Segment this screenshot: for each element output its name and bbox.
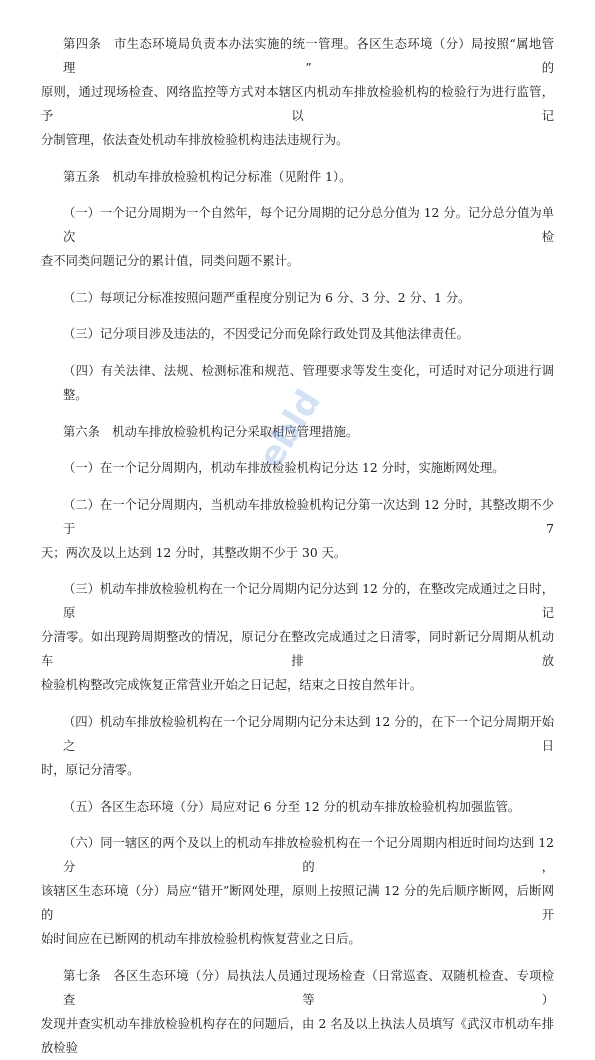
paragraph [63,795,554,819]
text-line: 时，原记分清零。 [41,762,140,777]
text-line: 检验机构整改完成恢复正常营业开始之日记起，结束之日按自然年计。 [41,678,423,693]
text-line: 第五条 机动车排放检验机构记分标准（见附件 1）。 [63,169,352,184]
text-line: 分清零。如出现跨周期整改的情况，原记分在整改完成通过之日清零，同时新记分周期从机动车排放 [41,630,554,669]
text-line: （三）记分项目涉及违法的，不因受记分而免除行政处罚及其他法律责任。 [63,327,469,342]
text-line: 原则，通过现场检查、网络监控等方式对本辖区内机动车排放检验机构的检验行为进行监管，予以记 [41,85,554,123]
paragraph [63,322,554,346]
text-line: 第六条 机动车排放检验机构记分采取相应管理措施。 [63,424,359,439]
paragraph [41,964,554,1060]
text-line: 分制管理，依法查处机动车排放检验机构违法违规行为。 [41,133,349,147]
paragraph [41,493,554,565]
paragraph [63,165,554,189]
text-line: 第七条 各区生态环境（分）局执法人员通过现场检查（日常巡查、双随机检查、专项检查等） [63,968,554,1007]
paragraph [41,710,554,782]
text-line: （一）在一个记分周期内，机动车排放检验机构记分达 12 分时，实施断网处理。 [63,461,505,476]
text-line: 该辖区生态环境（分）局应“错开”断网处理，原则上按照记满 12 分的先后顺序断网，后断网的开 [41,884,554,923]
text-line: 始时间应在已断网的机动车排放检验机构恢复营业之日后。 [41,932,361,947]
text-line: （五）各区生态环境（分）局应对记 6 分至 12 分的机动车排放检验机构加强监管。 [63,799,521,814]
paragraph [41,831,554,951]
text-line: （六）同一辖区的两个及以上的机动车排放检验机构在一个记分周期内相近时间均达到 12 分的， [63,836,554,875]
paragraph [63,456,554,480]
paragraph [63,359,554,407]
text-line: （四）有关法律、法规、检测标准和规范、管理要求等发生变化，可适时对记分项进行调整。 [63,363,554,402]
text-line: （一）一个记分周期为一个自然年，每个记分周期的记分总分值为 12 分。记分总分值为单次检 [63,206,554,245]
text-line: （二）在一个记分周期内，当机动车排放检验机构记分第一次达到 12 分时，其整改期不少于 7 [63,497,554,536]
text-line: 查不同类问题记分的累计值，同类问题不累计。 [41,254,300,269]
paragraph [63,286,554,310]
paragraph [41,32,554,152]
paragraph [63,420,554,444]
text-line: （三）机动车排放检验机构在一个记分周期内记分达到 12 分的，在整改完成通过之日时，原记 [63,582,554,621]
text-line: 第四条 市生态环境局负责本办法实施的统一管理。各区生态环境（分）局按照“属地管理”的 [63,37,554,75]
text-line: （二）每项记分标准按照问题严重程度分别记为 6 分、3 分、2 分、1 分。 [63,290,471,305]
text-line: 发现并查实机动车排放检验机构存在的问题后，由 2 名及以上执法人员填写《武汉市机动车排放检验 [41,1016,554,1055]
svg-text:ebld: ebld [250,382,329,475]
text-line: （四）机动车排放检验机构在一个记分周期内记分未达到 12 分的，在下一个记分周期开始之日 [63,714,554,753]
paragraph [41,577,554,697]
paragraph [41,201,554,273]
text-line: 天；两次及以上达到 12 分时，其整改期不少于 30 天。 [41,545,347,560]
